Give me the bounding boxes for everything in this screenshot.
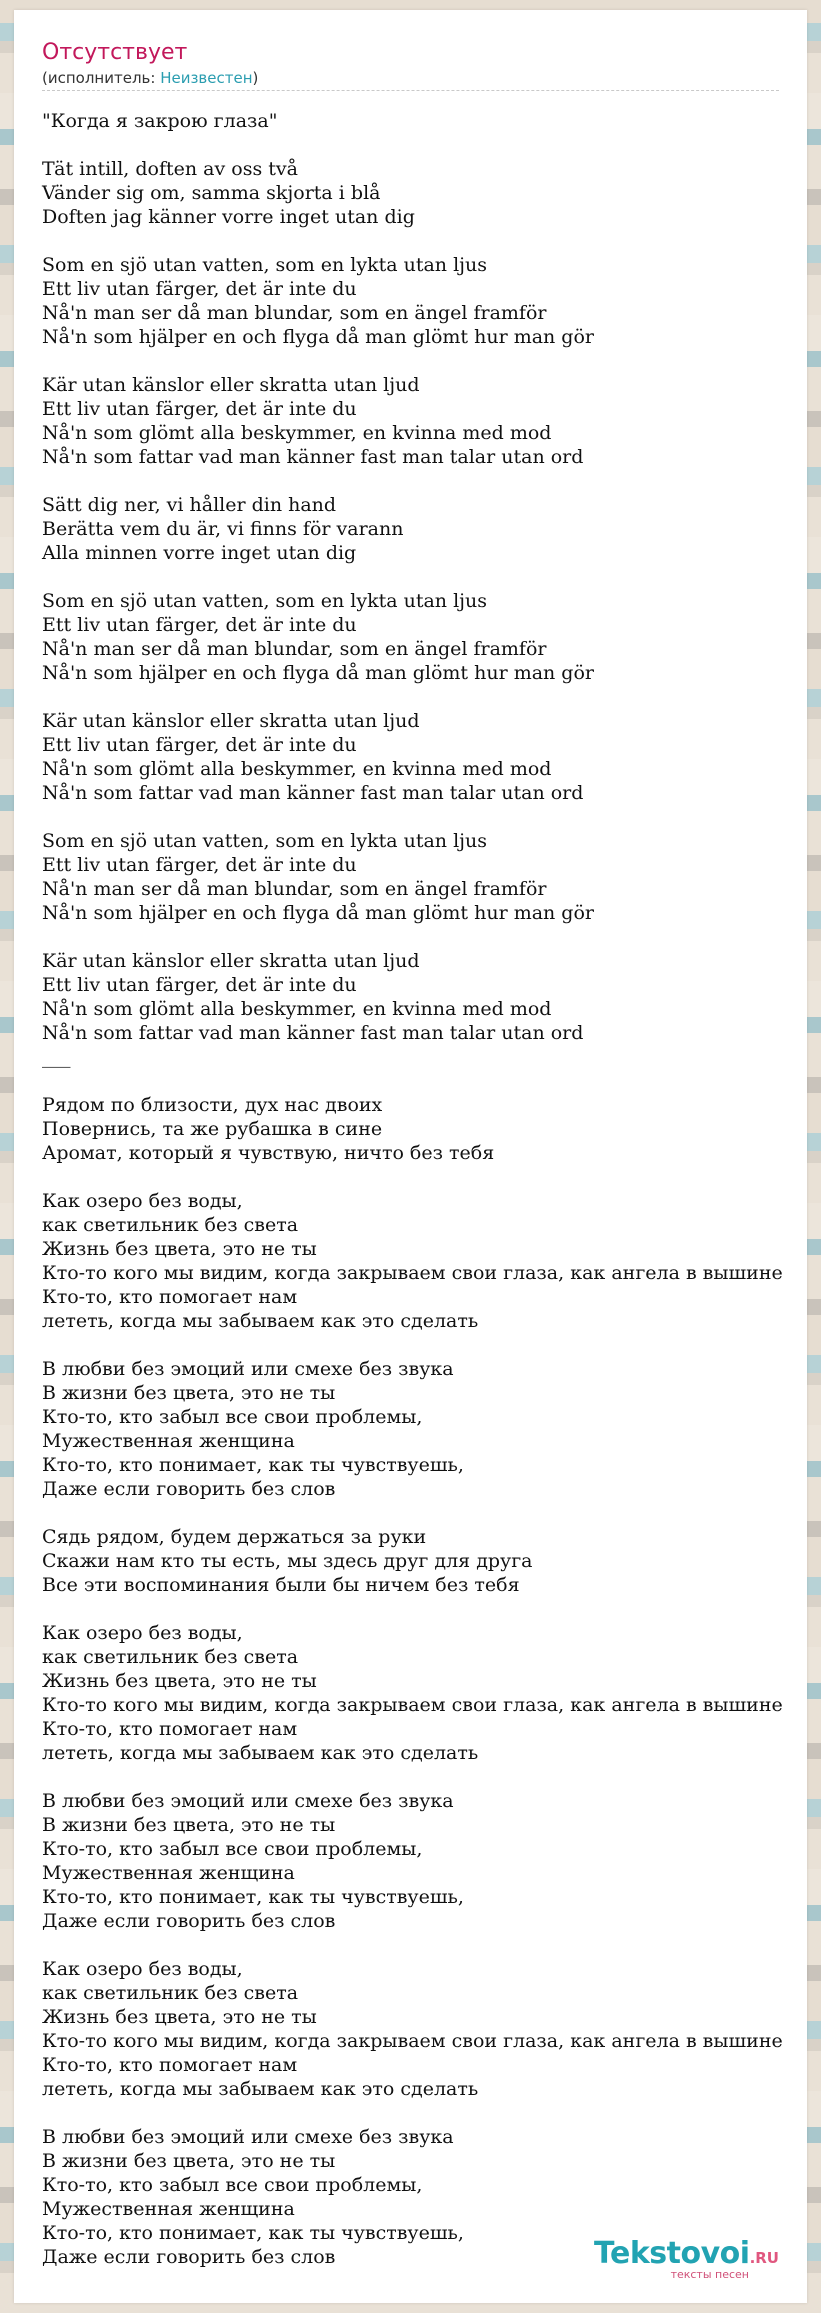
- logo-wordmark: Tekstovoi: [594, 2236, 750, 2271]
- artist-line: [42, 68, 779, 88]
- site-logo[interactable]: [594, 2238, 779, 2281]
- lyrics-card: [14, 10, 807, 2303]
- logo-domain: .RU: [749, 2249, 779, 2267]
- song-title: Отсутствует: [42, 40, 188, 65]
- artist-link[interactable]: Неизвестен: [160, 69, 253, 87]
- lyrics-text: "Когда я закрою глаза" Tät intill, doften av oss två Vänder sig om, samma skjorta i blå Doften jag känner vorre inget utan dig Som en sjö utan vatten, som en lykta utan ljus Ett liv utan färger, det är inte du Nå'n man ser då man blundar, som en ängel framför Nå'n som hjälper en och flyga då man glömt hur man gör Kär utan känslor eller skratta utan ljud Ett liv utan färger, det är inte du Nå'n som glömt alla beskymmer, en kvinna med mod Nå'n som fattar vad man känner fast man talar utan ord Sätt dig ner, vi håller din hand Berätta vem du är, vi finns för varann Alla minnen vorre inget utan dig Som en sjö utan vatten, som en lykta utan ljus Ett liv utan färger, det är inte du Nå'n man ser då man blundar, som en ängel framför Nå'n som hjälper en och flyga då man glömt hur man gör Kär utan känslor eller skratta utan ljud Ett liv utan färger, det är inte du Nå'n som glömt alla beskymmer, en kvinna med mod Nå'n som fattar vad man känner fast man talar utan ord Som en sjö utan vatten, som en lykta utan ljus Ett liv utan färger, det är inte du Nå'n man ser då man blundar, som en ängel framför Nå'n som hjälper en och flyga då man glömt hur man gör Kär utan känslor eller skratta utan ljud Ett liv utan färger, det är inte du Nå'n som glömt alla beskymmer, en kvinna med mod Nå'n som fattar vad man känner fast man talar utan ord ___ Рядом по близости, дух нас двоих Повернись, та же рубашка в сине Аромат, который я чувствую, ничто без тебя Как озеро без воды, как светильник без света Жизнь без цвета, это не ты Кто-то кого мы видим, когда закрываем свои глаза, как ангела в вышине Кто-то, кто помогает нам лететь, когда мы забываем как это сделать В любви без эмоций или смехе без звука В жизни без цвета, это не ты Кто-то, кто забыл все свои проблемы, Мужественная женщина Кто-то, кто понимает, как ты чувствуешь, Даже если говорить без слов Сядь рядом, будем держаться за руки Скажи нам кто ты есть, мы здесь друг для друга Все эти воспоминания были бы ничем без тебя Как озеро без воды, как светильник без света Жизнь без цвета, это не ты Кто-то кого мы видим, когда закрываем свои глаза, как ангела в вышине Кто-то, кто помогает нам лететь, когда мы забываем как это сделать В любви без эмоций или смехе без звука В жизни без цвета, это не ты Кто-то, кто забыл все свои проблемы, Мужественная женщина Кто-то, кто понимает, как ты чувствуешь, Даже если говорить без слов Как озеро без воды, как светильник без света Жизнь без цвета, это не ты Кто-то кого мы видим, когда закрываем свои глаза, как ангела в вышине Кто-то, кто помогает нам лететь, когда мы забываем как это сделать В любви без эмоций или смехе без звука В жизни без цвета, это не ты Кто-то, кто забыл все свои проблемы, Мужественная женщина Кто-то, кто понимает, как ты чувствуешь, Даже если говорить без слов: [42, 110, 783, 2268]
- song-header: [42, 38, 779, 91]
- logo-tagline: тексты песен: [670, 2268, 749, 2281]
- artist-prefix: (исполнитель:: [42, 69, 161, 87]
- artist-suffix: ): [252, 69, 259, 87]
